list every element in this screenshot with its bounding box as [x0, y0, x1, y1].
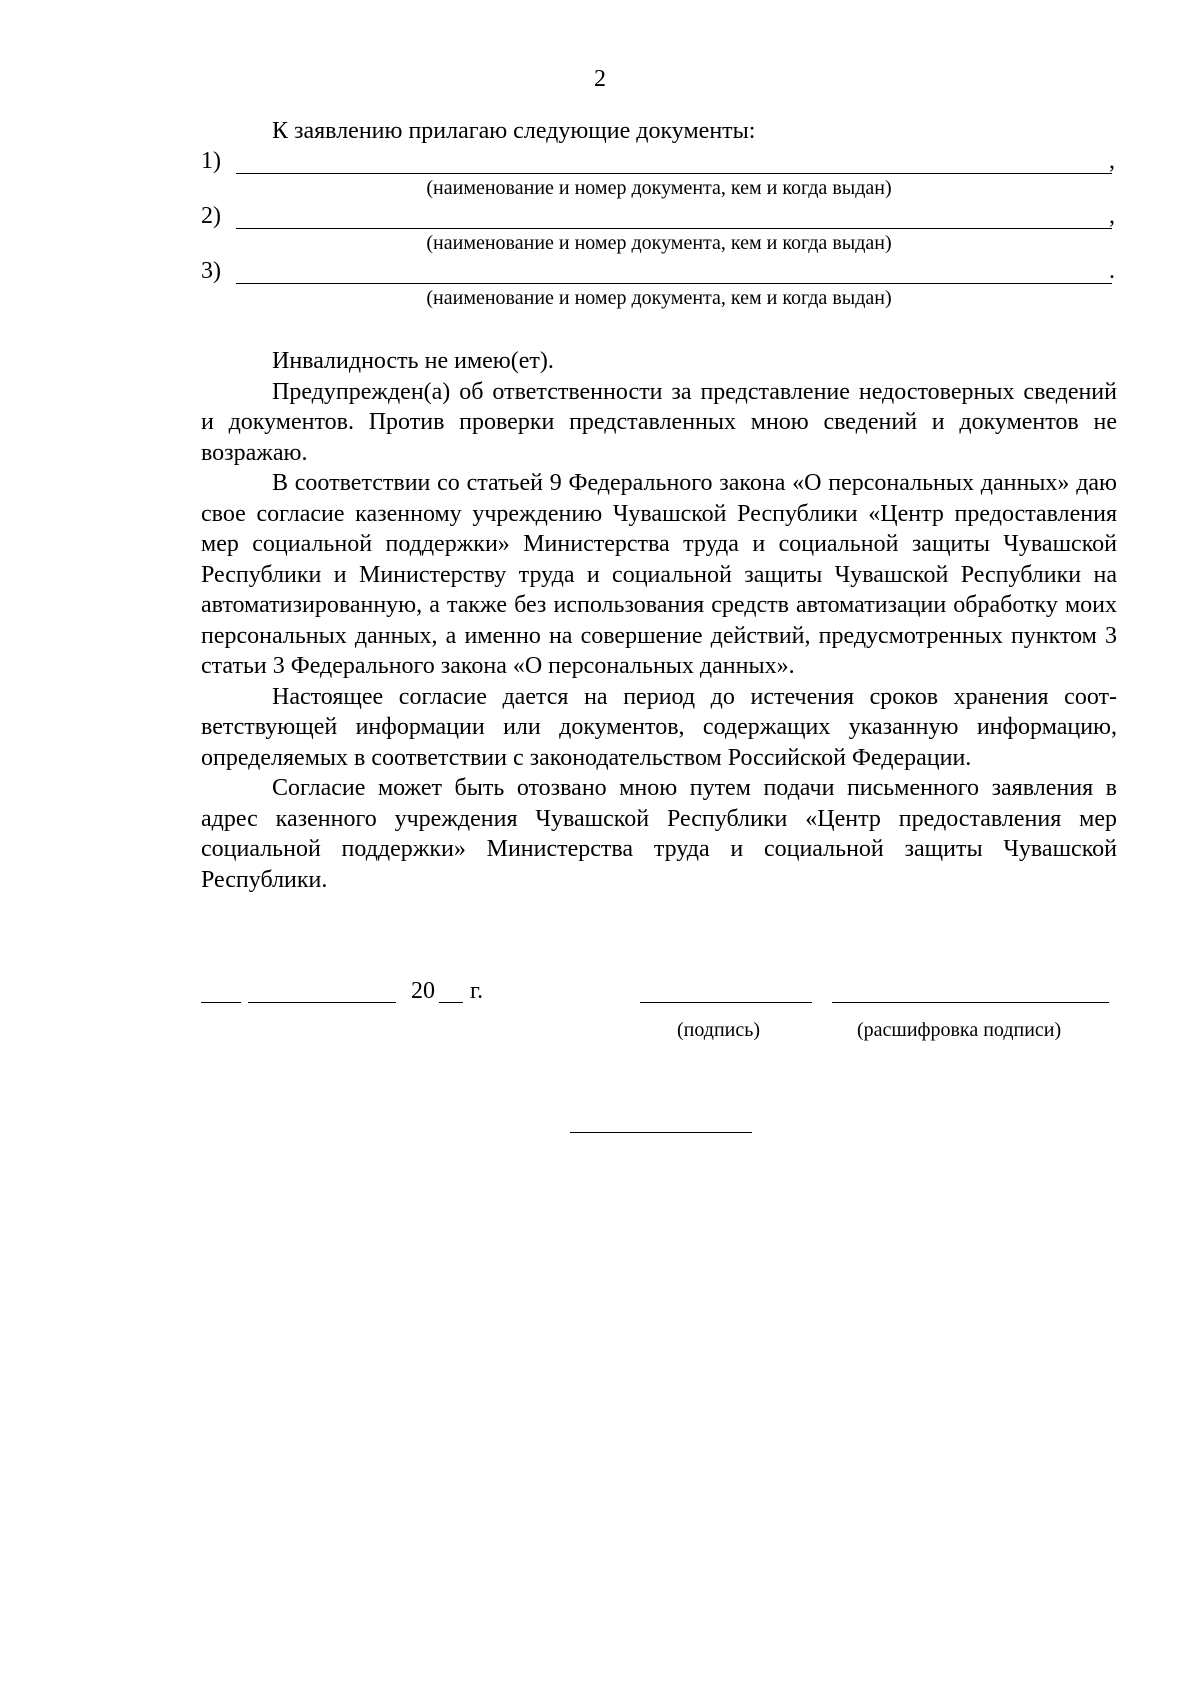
attachment-item-2 [201, 201, 1117, 231]
date-year-line [439, 1002, 463, 1003]
attachment-number: 1) [201, 148, 221, 174]
date-year-prefix: 20 [411, 978, 435, 1004]
attachment-number: 3) [201, 258, 221, 284]
date-month-line [248, 1002, 396, 1003]
attachment-punctuation: . [1109, 258, 1115, 284]
signature-decoding-caption: (расшифровка подписи) [857, 1019, 1062, 1041]
page-number: 2 [594, 66, 606, 92]
signature-decoding-line [832, 1002, 1109, 1003]
signature-caption: (подпись) [677, 1019, 761, 1041]
signature-line [640, 1002, 812, 1003]
attachment-caption: (наименование и номер документа, кем и когда выдан) [426, 287, 892, 309]
attachment-item-1 [201, 146, 1117, 176]
consent-period: Настоящее согласие дается на период до истечения сроков хранения соответствующей информации или документов, содержащих указанную информацию, определяемых в соответствии с законодательством Российской Федерации. [201, 683, 1117, 771]
attachment-blank-line [236, 283, 1112, 284]
attachment-blank-line [236, 173, 1112, 174]
attachment-caption: (наименование и номер документа, кем и когда выдан) [426, 177, 892, 199]
attachment-item-3 [201, 256, 1117, 286]
personal-data-consent: В соответствии со статьей 9 Федерального закона «О персональных данных» даю свое согласие казенному учреждению Чувашской Республики «Центр предоставления мер социальной поддержки» Министерства труда и социальной защиты Чувашской Республики и Министерству труда и социальной защиты Чувашской Республики на автоматизированную, а также без использования средств автоматизации обработку моих персональных данных, а именно на совершение действий, предусмотренных пунктом 3 статьи 3 Федерального закона «О персональных данных». [201, 470, 1117, 679]
attachment-caption: (наименование и номер документа, кем и когда выдан) [426, 232, 892, 254]
disability-statement: Инвалидность не имею(ет). [272, 348, 554, 374]
attachment-punctuation: , [1109, 203, 1115, 229]
attachment-blank-line [236, 228, 1112, 229]
date-day-line [201, 1002, 241, 1003]
end-separator-line [570, 1132, 752, 1133]
date-year-suffix: г. [470, 978, 484, 1004]
liability-warning: Предупрежден(а) об ответственности за представление недостоверных сведений и документов. Против проверки представленных мною сведений и документов не возражаю. [201, 378, 1117, 466]
attachment-punctuation: , [1109, 148, 1115, 174]
attachments-intro: К заявлению прилагаю следующие документы: [272, 118, 756, 144]
consent-revocation: Согласие может быть отозвано мною путем подачи письменного заявления в адрес казенного учреждения Чувашской Республики «Центр предоставления мер социальной поддержки» Министерства труда и социальной защиты Чувашской Республики. [201, 775, 1117, 893]
statement-body [201, 346, 1117, 895]
attachment-number: 2) [201, 203, 221, 229]
